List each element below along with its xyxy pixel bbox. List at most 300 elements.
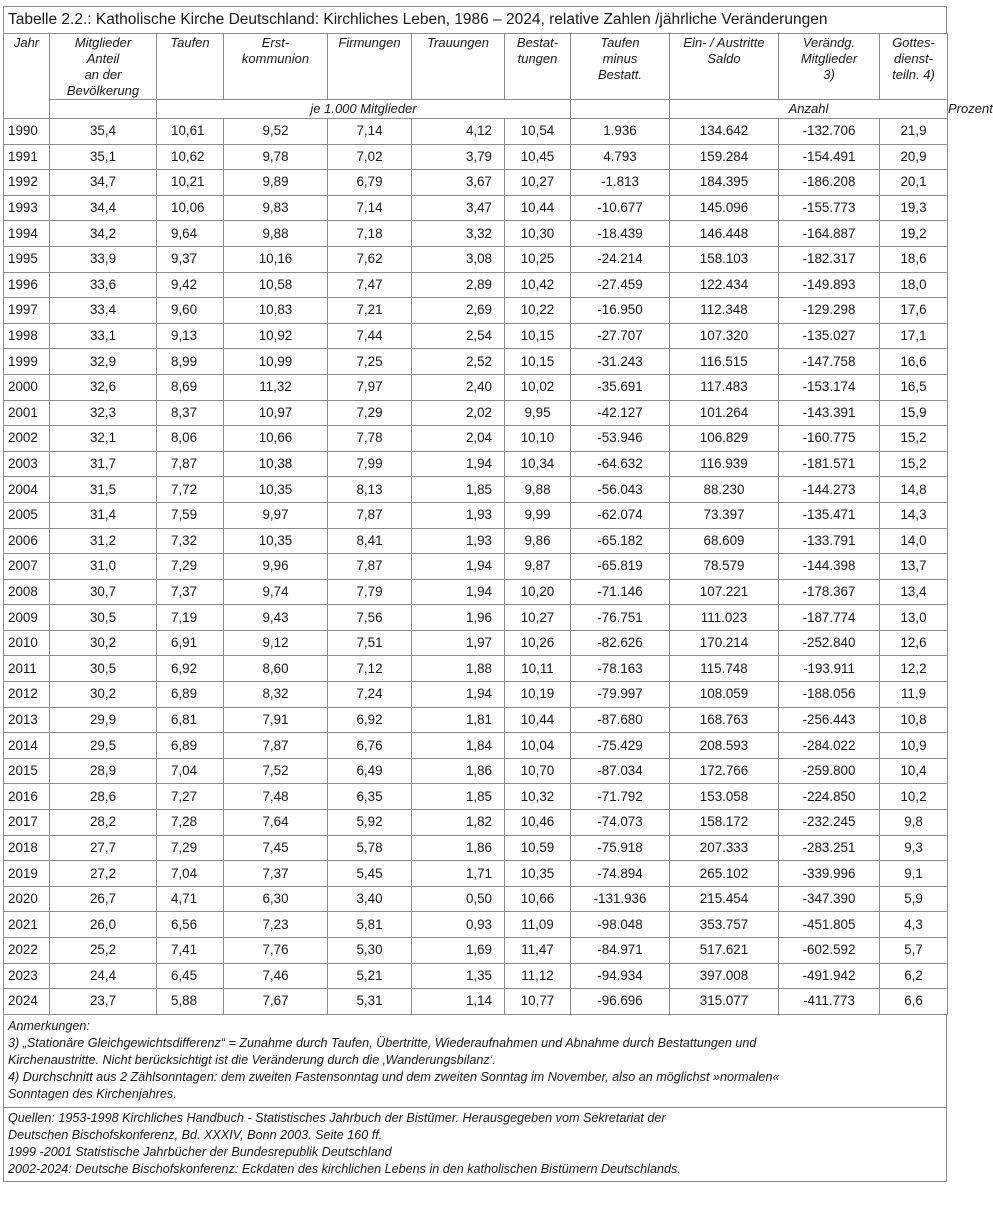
- cell-trauungen: 3,32: [412, 221, 505, 247]
- cell-mitglieder-anteil: 28,2: [50, 810, 157, 836]
- table-row: [4, 221, 948, 247]
- cell-ein-austritte-saldo: 170.214: [670, 630, 779, 656]
- cell-gottesdienstteilnahme: 14,8: [880, 477, 948, 503]
- cell-gottesdienstteilnahme: 11,9: [880, 682, 948, 708]
- notes-section: [3, 1015, 947, 1108]
- cell-firmungen: 7,99: [328, 451, 412, 477]
- cell-jahr: 2006: [4, 528, 50, 554]
- note-4-line-2: Sonntagen des Kirchenjahres.: [8, 1086, 177, 1101]
- cell-veraenderung-mitglieder: -602.592: [779, 938, 880, 964]
- cell-veraenderung-mitglieder: -178.367: [779, 579, 880, 605]
- cell-mitglieder-anteil: 31,5: [50, 477, 157, 503]
- cell-taufen: 6,91: [157, 630, 224, 656]
- cell-erstkommunion: 10,58: [224, 272, 328, 298]
- cell-erstkommunion: 7,67: [224, 989, 328, 1015]
- table-row: [4, 195, 948, 221]
- cell-trauungen: 1,71: [412, 861, 505, 887]
- cell-ein-austritte-saldo: 153.058: [670, 784, 779, 810]
- cell-trauungen: 1,93: [412, 528, 505, 554]
- cell-ein-austritte-saldo: 108.059: [670, 682, 779, 708]
- cell-ein-austritte-saldo: 159.284: [670, 144, 779, 170]
- cell-gottesdienstteilnahme: 12,2: [880, 656, 948, 682]
- cell-jahr: 1991: [4, 144, 50, 170]
- cell-erstkommunion: 10,16: [224, 246, 328, 272]
- cell-veraenderung-mitglieder: -129.298: [779, 298, 880, 324]
- cell-mitglieder-anteil: 30,7: [50, 579, 157, 605]
- cell-taufen-minus-bestatt: -84.971: [571, 938, 670, 964]
- cell-veraenderung-mitglieder: -186.208: [779, 170, 880, 196]
- cell-taufen-minus-bestatt: -27.459: [571, 272, 670, 298]
- notes-heading: Anmerkungen:: [8, 1018, 90, 1033]
- cell-taufen-minus-bestatt: -74.073: [571, 810, 670, 836]
- cell-gottesdienstteilnahme: 15,9: [880, 400, 948, 426]
- cell-trauungen: 2,89: [412, 272, 505, 298]
- cell-trauungen: 1,93: [412, 502, 505, 528]
- cell-firmungen: 6,76: [328, 733, 412, 759]
- note-4-line-1: 4) Durchschnitt aus 2 Zählsonntagen: dem zweiten Fastensonntag und dem zweiten Sonntag im November, also an möglichst »normalen«: [8, 1069, 780, 1084]
- cell-mitglieder-anteil: 35,1: [50, 144, 157, 170]
- cell-erstkommunion: 7,23: [224, 912, 328, 938]
- table-row: [4, 912, 948, 938]
- cell-taufen: 8,99: [157, 349, 224, 375]
- cell-mitglieder-anteil: 23,7: [50, 989, 157, 1015]
- cell-taufen: 7,27: [157, 784, 224, 810]
- cell-bestattungen: 10,25: [505, 246, 571, 272]
- cell-erstkommunion: 7,91: [224, 707, 328, 733]
- cell-taufen-minus-bestatt: -65.819: [571, 554, 670, 580]
- cell-gottesdienstteilnahme: 5,9: [880, 886, 948, 912]
- cell-taufen: 6,56: [157, 912, 224, 938]
- cell-trauungen: 3,79: [412, 144, 505, 170]
- table-header: Jahr Mitglieder Anteil an der Bevölkerung Taufen Erst- kommunion Firmungen Trauungen Bestat- tungen Taufen minus Bestatt. Ein- / Austritte Saldo Verändg. Mitglieder 3) Gottes- dienst- teiln. 4) je 1.000 Mitglieder Anzahl Prozent: [4, 34, 948, 119]
- cell-bestattungen: 9,88: [505, 477, 571, 503]
- cell-gottesdienstteilnahme: 16,5: [880, 374, 948, 400]
- cell-taufen-minus-bestatt: -16.950: [571, 298, 670, 324]
- cell-taufen-minus-bestatt: -35.691: [571, 374, 670, 400]
- cell-taufen-minus-bestatt: -27.707: [571, 323, 670, 349]
- cell-veraenderung-mitglieder: -143.391: [779, 400, 880, 426]
- cell-mitglieder-anteil: 35,4: [50, 119, 157, 145]
- table-row: [4, 810, 948, 836]
- cell-veraenderung-mitglieder: -411.773: [779, 989, 880, 1015]
- document-page: [3, 6, 993, 1182]
- cell-bestattungen: 10,30: [505, 221, 571, 247]
- cell-mitglieder-anteil: 31,7: [50, 451, 157, 477]
- cell-bestattungen: 10,19: [505, 682, 571, 708]
- cell-gottesdienstteilnahme: 10,2: [880, 784, 948, 810]
- cell-firmungen: 7,78: [328, 426, 412, 452]
- cell-ein-austritte-saldo: 397.008: [670, 963, 779, 989]
- cell-mitglieder-anteil: 25,2: [50, 938, 157, 964]
- cell-taufen: 8,37: [157, 400, 224, 426]
- cell-taufen-minus-bestatt: -75.918: [571, 835, 670, 861]
- cell-jahr: 2022: [4, 938, 50, 964]
- cell-erstkommunion: 10,35: [224, 528, 328, 554]
- cell-jahr: 1990: [4, 119, 50, 145]
- table-row: [4, 400, 948, 426]
- cell-jahr: 2018: [4, 835, 50, 861]
- cell-gottesdienstteilnahme: 12,6: [880, 630, 948, 656]
- cell-taufen: 7,72: [157, 477, 224, 503]
- cell-ein-austritte-saldo: 208.593: [670, 733, 779, 759]
- cell-gottesdienstteilnahme: 15,2: [880, 426, 948, 452]
- table-row: [4, 246, 948, 272]
- header-gottesdienst: Gottes- dienst- teiln. 4): [880, 34, 948, 100]
- cell-erstkommunion: 11,32: [224, 374, 328, 400]
- cell-bestattungen: 10,54: [505, 119, 571, 145]
- header-veraenderung: Verändg. Mitglieder 3): [779, 34, 880, 100]
- cell-taufen: 8,06: [157, 426, 224, 452]
- cell-jahr: 2021: [4, 912, 50, 938]
- cell-erstkommunion: 9,78: [224, 144, 328, 170]
- cell-taufen-minus-bestatt: 4.793: [571, 144, 670, 170]
- cell-ein-austritte-saldo: 207.333: [670, 835, 779, 861]
- cell-gottesdienstteilnahme: 13,4: [880, 579, 948, 605]
- cell-taufen-minus-bestatt: -76.751: [571, 605, 670, 631]
- cell-erstkommunion: 10,83: [224, 298, 328, 324]
- cell-veraenderung-mitglieder: -256.443: [779, 707, 880, 733]
- cell-firmungen: 5,45: [328, 861, 412, 887]
- cell-trauungen: 1,94: [412, 682, 505, 708]
- table-row: [4, 733, 948, 759]
- cell-bestattungen: 10,04: [505, 733, 571, 759]
- cell-veraenderung-mitglieder: -284.022: [779, 733, 880, 759]
- cell-firmungen: 6,92: [328, 707, 412, 733]
- cell-mitglieder-anteil: 32,3: [50, 400, 157, 426]
- cell-bestattungen: 10,59: [505, 835, 571, 861]
- cell-bestattungen: 11,12: [505, 963, 571, 989]
- table-row: [4, 963, 948, 989]
- cell-trauungen: 1,96: [412, 605, 505, 631]
- cell-mitglieder-anteil: 30,2: [50, 630, 157, 656]
- cell-trauungen: 1,94: [412, 554, 505, 580]
- cell-taufen-minus-bestatt: -53.946: [571, 426, 670, 452]
- cell-taufen: 7,41: [157, 938, 224, 964]
- cell-erstkommunion: 9,97: [224, 502, 328, 528]
- cell-gottesdienstteilnahme: 19,3: [880, 195, 948, 221]
- cell-bestattungen: 10,42: [505, 272, 571, 298]
- header-bestattungen: Bestat- tungen: [505, 34, 571, 100]
- cell-taufen: 7,59: [157, 502, 224, 528]
- cell-erstkommunion: 9,96: [224, 554, 328, 580]
- cell-firmungen: 7,62: [328, 246, 412, 272]
- cell-trauungen: 0,50: [412, 886, 505, 912]
- source-line: 1999 -2001 Statistische Jahrbücher der Bundesrepublik Deutschland: [8, 1144, 392, 1159]
- cell-jahr: 2002: [4, 426, 50, 452]
- cell-ein-austritte-saldo: 101.264: [670, 400, 779, 426]
- cell-firmungen: 7,56: [328, 605, 412, 631]
- cell-taufen: 9,42: [157, 272, 224, 298]
- cell-bestattungen: 10,35: [505, 861, 571, 887]
- cell-trauungen: 1,84: [412, 733, 505, 759]
- cell-ein-austritte-saldo: 353.757: [670, 912, 779, 938]
- table-row: [4, 682, 948, 708]
- cell-erstkommunion: 7,37: [224, 861, 328, 887]
- cell-gottesdienstteilnahme: 10,9: [880, 733, 948, 759]
- cell-gottesdienstteilnahme: 15,2: [880, 451, 948, 477]
- cell-mitglieder-anteil: 28,6: [50, 784, 157, 810]
- cell-bestattungen: 10,34: [505, 451, 571, 477]
- table-row: [4, 323, 948, 349]
- cell-jahr: 2016: [4, 784, 50, 810]
- cell-erstkommunion: 10,38: [224, 451, 328, 477]
- cell-bestattungen: 11,09: [505, 912, 571, 938]
- table-row: [4, 426, 948, 452]
- cell-taufen: 10,21: [157, 170, 224, 196]
- cell-jahr: 2017: [4, 810, 50, 836]
- cell-jahr: 2009: [4, 605, 50, 631]
- cell-trauungen: 3,47: [412, 195, 505, 221]
- cell-erstkommunion: 9,74: [224, 579, 328, 605]
- cell-taufen-minus-bestatt: -10.677: [571, 195, 670, 221]
- table-row: [4, 554, 948, 580]
- cell-ein-austritte-saldo: 145.096: [670, 195, 779, 221]
- source-line: Quellen: 1953-1998 Kirchliches Handbuch - Statistisches Jahrbuch der Bistümer. Herausgegeben vom Sekretariat der: [8, 1110, 666, 1125]
- cell-trauungen: 1,14: [412, 989, 505, 1015]
- cell-erstkommunion: 9,12: [224, 630, 328, 656]
- cell-jahr: 1996: [4, 272, 50, 298]
- cell-trauungen: 4,12: [412, 119, 505, 145]
- cell-ein-austritte-saldo: 73.397: [670, 502, 779, 528]
- cell-taufen-minus-bestatt: -18.439: [571, 221, 670, 247]
- cell-ein-austritte-saldo: 315.077: [670, 989, 779, 1015]
- cell-veraenderung-mitglieder: -160.775: [779, 426, 880, 452]
- cell-bestattungen: 10,70: [505, 758, 571, 784]
- cell-mitglieder-anteil: 32,9: [50, 349, 157, 375]
- cell-gottesdienstteilnahme: 9,3: [880, 835, 948, 861]
- cell-erstkommunion: 7,87: [224, 733, 328, 759]
- cell-bestattungen: 10,46: [505, 810, 571, 836]
- source-line: Deutschen Bischofskonferenz, Bd. XXXIV, Bonn 2003. Seite 160 ff.: [8, 1127, 383, 1142]
- cell-ein-austritte-saldo: 184.395: [670, 170, 779, 196]
- cell-mitglieder-anteil: 33,6: [50, 272, 157, 298]
- cell-taufen-minus-bestatt: -71.146: [571, 579, 670, 605]
- source-line: 2002-2024: Deutsche Bischofskonferenz: Eckdaten des kirchlichen Lebens in den katholischen Bistümern Deutschlands.: [8, 1161, 681, 1176]
- cell-taufen: 8,69: [157, 374, 224, 400]
- cell-bestattungen: 9,86: [505, 528, 571, 554]
- cell-bestattungen: 10,27: [505, 170, 571, 196]
- cell-taufen: 6,89: [157, 733, 224, 759]
- cell-ein-austritte-saldo: 146.448: [670, 221, 779, 247]
- cell-ein-austritte-saldo: 112.348: [670, 298, 779, 324]
- cell-gottesdienstteilnahme: 19,2: [880, 221, 948, 247]
- cell-jahr: 2004: [4, 477, 50, 503]
- cell-erstkommunion: 7,48: [224, 784, 328, 810]
- cell-taufen: 6,45: [157, 963, 224, 989]
- cell-taufen-minus-bestatt: -96.696: [571, 989, 670, 1015]
- cell-jahr: 2008: [4, 579, 50, 605]
- cell-mitglieder-anteil: 33,4: [50, 298, 157, 324]
- cell-gottesdienstteilnahme: 10,8: [880, 707, 948, 733]
- cell-veraenderung-mitglieder: -232.245: [779, 810, 880, 836]
- cell-erstkommunion: 8,60: [224, 656, 328, 682]
- cell-mitglieder-anteil: 29,5: [50, 733, 157, 759]
- cell-trauungen: 2,52: [412, 349, 505, 375]
- cell-trauungen: 1,82: [412, 810, 505, 836]
- cell-ein-austritte-saldo: 111.023: [670, 605, 779, 631]
- cell-veraenderung-mitglieder: -182.317: [779, 246, 880, 272]
- cell-firmungen: 5,81: [328, 912, 412, 938]
- cell-trauungen: 1,94: [412, 451, 505, 477]
- cell-ein-austritte-saldo: 122.434: [670, 272, 779, 298]
- cell-ein-austritte-saldo: 215.454: [670, 886, 779, 912]
- cell-erstkommunion: 7,52: [224, 758, 328, 784]
- table-row: [4, 938, 948, 964]
- cell-trauungen: 1,97: [412, 630, 505, 656]
- cell-gottesdienstteilnahme: 9,1: [880, 861, 948, 887]
- cell-erstkommunion: 10,99: [224, 349, 328, 375]
- cell-firmungen: 7,02: [328, 144, 412, 170]
- cell-gottesdienstteilnahme: 14,0: [880, 528, 948, 554]
- cell-bestattungen: 11,47: [505, 938, 571, 964]
- data-table: [3, 33, 993, 1015]
- table-row: [4, 528, 948, 554]
- cell-mitglieder-anteil: 30,2: [50, 682, 157, 708]
- cell-mitglieder-anteil: 32,1: [50, 426, 157, 452]
- table-row: [4, 605, 948, 631]
- cell-taufen: 7,32: [157, 528, 224, 554]
- cell-firmungen: 7,24: [328, 682, 412, 708]
- cell-jahr: 1993: [4, 195, 50, 221]
- cell-taufen-minus-bestatt: -42.127: [571, 400, 670, 426]
- cell-firmungen: 7,97: [328, 374, 412, 400]
- cell-taufen-minus-bestatt: -94.934: [571, 963, 670, 989]
- cell-firmungen: 7,44: [328, 323, 412, 349]
- cell-taufen: 7,28: [157, 810, 224, 836]
- cell-mitglieder-anteil: 31,4: [50, 502, 157, 528]
- cell-mitglieder-anteil: 24,4: [50, 963, 157, 989]
- cell-veraenderung-mitglieder: -154.491: [779, 144, 880, 170]
- cell-taufen: 5,88: [157, 989, 224, 1015]
- cell-taufen: 7,29: [157, 554, 224, 580]
- cell-taufen-minus-bestatt: -78.163: [571, 656, 670, 682]
- cell-bestattungen: 9,95: [505, 400, 571, 426]
- cell-bestattungen: 10,15: [505, 323, 571, 349]
- table-row: [4, 784, 948, 810]
- cell-ein-austritte-saldo: 134.642: [670, 119, 779, 145]
- table-body: [4, 119, 948, 1015]
- table-row: [4, 374, 948, 400]
- cell-taufen: 6,89: [157, 682, 224, 708]
- cell-firmungen: 7,21: [328, 298, 412, 324]
- header-jahr: Jahr: [4, 34, 50, 119]
- cell-firmungen: 7,18: [328, 221, 412, 247]
- cell-erstkommunion: 10,35: [224, 477, 328, 503]
- cell-gottesdienstteilnahme: 20,9: [880, 144, 948, 170]
- cell-veraenderung-mitglieder: -153.174: [779, 374, 880, 400]
- cell-taufen: 9,37: [157, 246, 224, 272]
- table-row: [4, 758, 948, 784]
- cell-jahr: 2020: [4, 886, 50, 912]
- cell-trauungen: 1,85: [412, 477, 505, 503]
- cell-veraenderung-mitglieder: -259.800: [779, 758, 880, 784]
- cell-trauungen: 0,93: [412, 912, 505, 938]
- cell-veraenderung-mitglieder: -149.893: [779, 272, 880, 298]
- cell-gottesdienstteilnahme: 14,3: [880, 502, 948, 528]
- cell-trauungen: 2,04: [412, 426, 505, 452]
- cell-taufen-minus-bestatt: -71.792: [571, 784, 670, 810]
- table-row: [4, 579, 948, 605]
- cell-jahr: 2007: [4, 554, 50, 580]
- cell-jahr: 1994: [4, 221, 50, 247]
- cell-taufen-minus-bestatt: -79.997: [571, 682, 670, 708]
- cell-veraenderung-mitglieder: -252.840: [779, 630, 880, 656]
- cell-bestattungen: 10,10: [505, 426, 571, 452]
- header-unit-blank-2: [571, 100, 670, 119]
- cell-taufen-minus-bestatt: -82.626: [571, 630, 670, 656]
- cell-erstkommunion: 9,43: [224, 605, 328, 631]
- cell-firmungen: 7,51: [328, 630, 412, 656]
- cell-mitglieder-anteil: 28,9: [50, 758, 157, 784]
- cell-taufen-minus-bestatt: -74.894: [571, 861, 670, 887]
- table-row: [4, 861, 948, 887]
- cell-mitglieder-anteil: 32,6: [50, 374, 157, 400]
- cell-ein-austritte-saldo: 115.748: [670, 656, 779, 682]
- cell-taufen: 4,71: [157, 886, 224, 912]
- cell-taufen: 6,92: [157, 656, 224, 682]
- cell-taufen: 10,61: [157, 119, 224, 145]
- cell-firmungen: 5,30: [328, 938, 412, 964]
- cell-taufen-minus-bestatt: -75.429: [571, 733, 670, 759]
- cell-taufen: 7,04: [157, 758, 224, 784]
- cell-bestattungen: 10,77: [505, 989, 571, 1015]
- cell-erstkommunion: 9,52: [224, 119, 328, 145]
- cell-trauungen: 3,67: [412, 170, 505, 196]
- table-row: [4, 656, 948, 682]
- header-unit-mitglieder: je 1.000 Mitglieder: [157, 100, 571, 119]
- cell-bestattungen: 10,02: [505, 374, 571, 400]
- cell-jahr: 2014: [4, 733, 50, 759]
- cell-ein-austritte-saldo: 158.103: [670, 246, 779, 272]
- cell-veraenderung-mitglieder: -147.758: [779, 349, 880, 375]
- cell-erstkommunion: 10,97: [224, 400, 328, 426]
- sources-section: [3, 1108, 947, 1182]
- cell-taufen: 6,81: [157, 707, 224, 733]
- cell-jahr: 2005: [4, 502, 50, 528]
- cell-taufen: 7,04: [157, 861, 224, 887]
- cell-veraenderung-mitglieder: -224.850: [779, 784, 880, 810]
- cell-gottesdienstteilnahme: 20,1: [880, 170, 948, 196]
- cell-jahr: 2010: [4, 630, 50, 656]
- cell-taufen-minus-bestatt: -65.182: [571, 528, 670, 554]
- cell-veraenderung-mitglieder: -347.390: [779, 886, 880, 912]
- cell-firmungen: 7,25: [328, 349, 412, 375]
- cell-ein-austritte-saldo: 158.172: [670, 810, 779, 836]
- cell-ein-austritte-saldo: 116.939: [670, 451, 779, 477]
- cell-gottesdienstteilnahme: 5,7: [880, 938, 948, 964]
- cell-jahr: 2011: [4, 656, 50, 682]
- cell-jahr: 2024: [4, 989, 50, 1015]
- cell-taufen-minus-bestatt: -131.936: [571, 886, 670, 912]
- note-3-line-2: Kirchenaustritte. Nicht berücksichtigt ist die Veränderung durch die ‚Wanderungsbilanz‘.: [8, 1052, 496, 1067]
- cell-mitglieder-anteil: 34,2: [50, 221, 157, 247]
- cell-taufen: 7,19: [157, 605, 224, 631]
- cell-mitglieder-anteil: 31,0: [50, 554, 157, 580]
- cell-jahr: 2001: [4, 400, 50, 426]
- table-row: [4, 451, 948, 477]
- cell-erstkommunion: 7,64: [224, 810, 328, 836]
- cell-erstkommunion: 8,32: [224, 682, 328, 708]
- cell-trauungen: 1,85: [412, 784, 505, 810]
- cell-mitglieder-anteil: 26,7: [50, 886, 157, 912]
- cell-mitglieder-anteil: 29,9: [50, 707, 157, 733]
- header-ein-austritte: Ein- / Austritte Saldo: [670, 34, 779, 100]
- cell-taufen-minus-bestatt: -64.632: [571, 451, 670, 477]
- cell-taufen: 9,60: [157, 298, 224, 324]
- cell-veraenderung-mitglieder: -181.571: [779, 451, 880, 477]
- table-row: [4, 298, 948, 324]
- cell-ein-austritte-saldo: 517.621: [670, 938, 779, 964]
